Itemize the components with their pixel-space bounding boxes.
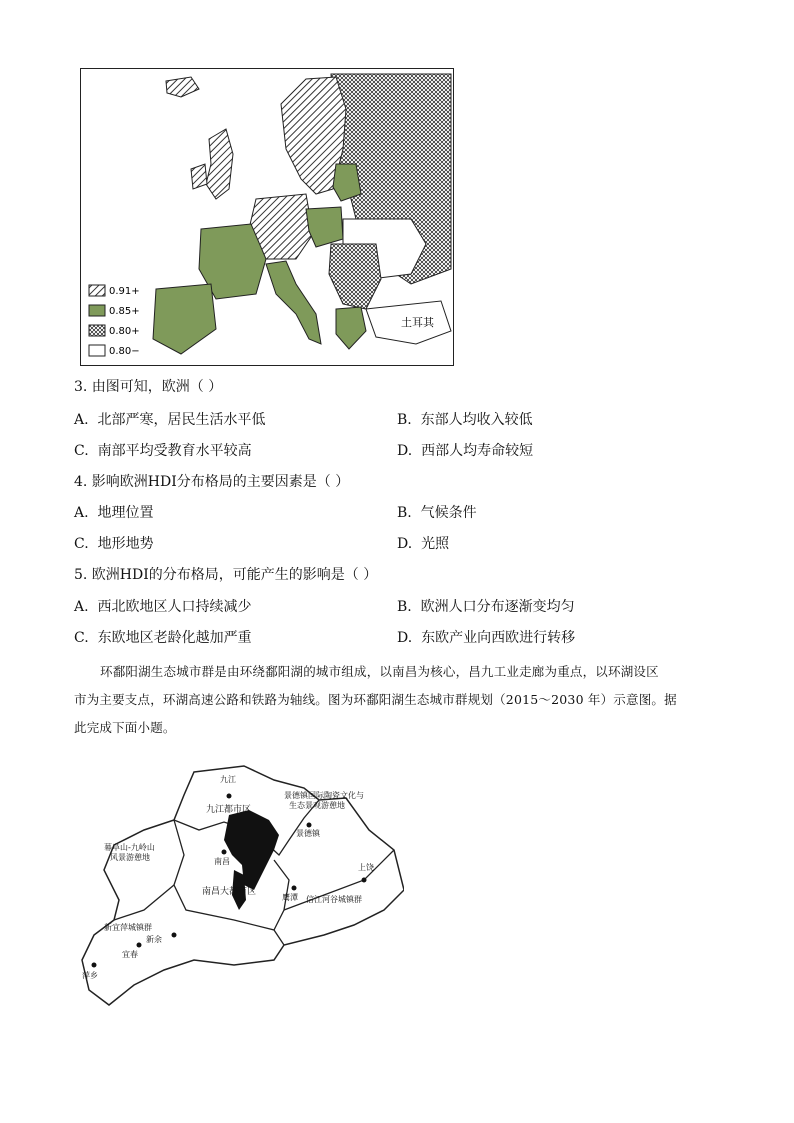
q4-option-b[interactable] — [397, 504, 477, 522]
label-xinyiping: 新宜萍城镇群 — [104, 923, 152, 932]
region-balkans — [329, 244, 381, 309]
region-iberia — [153, 284, 216, 354]
question-4-stem: 4. 影响欧洲HDI分布格局的主要因素是（ ） — [74, 474, 350, 490]
poyang-map-svg — [74, 760, 404, 1010]
question-3-stem: 3. 由图可知，欧洲（ ） — [74, 379, 223, 395]
q3-option-a[interactable] — [74, 411, 265, 429]
option-letter: C. — [74, 443, 89, 459]
passage-line-3: 此完成下面小题。 — [74, 720, 176, 735]
q5-option-d[interactable] — [397, 629, 575, 647]
q3-option-c[interactable] — [74, 442, 252, 460]
label-yingtan: 鹰潭 — [282, 893, 298, 902]
legend-1: 0.85+ — [109, 306, 140, 317]
option-letter: B. — [397, 599, 412, 615]
q5-option-a[interactable] — [74, 598, 251, 616]
label-jingdezhen-zone-1: 景德镇国际陶瓷文化与 — [284, 791, 364, 800]
passage-line-1: 环鄱阳湖生态城市群是由环绕鄱阳湖的城市组成，以南昌为核心，昌九工业走廊为重点，以环湖设区 — [100, 664, 659, 679]
q3-option-b[interactable] — [397, 411, 533, 429]
question-5-stem: 5. 欧洲HDI的分布格局，可能产生的影响是（ ） — [74, 567, 378, 583]
region-uk — [206, 129, 233, 199]
option-text: 北部严寒，居民生活水平低 — [97, 412, 266, 428]
label-mufu-1: 幕阜山-九岭山 — [104, 843, 155, 852]
region-poland — [306, 207, 343, 247]
label-nanchang: 南昌 — [214, 857, 230, 866]
option-letter: A. — [74, 599, 89, 615]
region-baltics — [333, 164, 361, 201]
legend-3: 0.80− — [109, 346, 140, 357]
option-letter: D. — [397, 536, 413, 552]
q4-option-a[interactable] — [74, 504, 153, 522]
option-letter: B. — [397, 412, 412, 428]
legend-0: 0.91+ — [109, 286, 140, 297]
option-text: 地形地势 — [97, 536, 154, 552]
option-text: 东欧产业向西欧进行转移 — [421, 630, 576, 646]
region-ireland — [191, 164, 207, 189]
option-letter: B. — [397, 505, 412, 521]
option-letter: D. — [397, 630, 413, 646]
option-text: 气候条件 — [420, 505, 477, 521]
label-jiujiang: 九江 — [220, 775, 236, 784]
option-letter: C. — [74, 630, 89, 646]
region-italy — [266, 261, 321, 344]
option-text: 东欧地区老龄化越加严重 — [97, 630, 252, 646]
option-text: 欧洲人口分布逐渐变均匀 — [420, 599, 575, 615]
option-text: 东部人均收入较低 — [420, 412, 533, 428]
option-text: 南部平均受教育水平较高 — [97, 443, 252, 459]
passage-line-2: 市为主要支点，环湖高速公路和铁路为轴线。图为环鄱阳湖生态城市群规划（2015～2030 年）示意图。据 — [74, 692, 677, 707]
option-text: 西部人均寿命较短 — [421, 443, 534, 459]
label-turkey: 土耳其 — [401, 316, 434, 329]
option-text: 光照 — [421, 536, 450, 552]
label-yichun: 宜春 — [122, 950, 138, 959]
label-mufu-2: 风景游憩地 — [110, 853, 150, 862]
label-xinyu: 新余 — [146, 935, 162, 944]
label-jiujiang-metro: 九江都市区 — [206, 805, 252, 815]
label-pingxiang: 萍乡 — [82, 971, 98, 980]
q5-option-c[interactable] — [74, 629, 252, 647]
label-nanchang-metro: 南昌大都市区 — [202, 887, 257, 897]
label-shangrao: 上饶 — [358, 863, 374, 872]
q5-option-b[interactable] — [397, 598, 575, 616]
option-text: 地理位置 — [97, 505, 154, 521]
legend-2: 0.80+ — [109, 326, 140, 337]
map-legend — [89, 285, 140, 357]
option-letter: C. — [74, 536, 89, 552]
label-xinjiang: 信江河谷城镇群 — [306, 895, 362, 904]
label-jingdezhen-zone-2: 生态景观游憩地 — [289, 801, 345, 810]
region-iceland — [166, 77, 199, 97]
option-text: 西北欧地区人口持续减少 — [97, 599, 252, 615]
passage — [74, 658, 724, 742]
q4-option-c[interactable] — [74, 535, 154, 553]
europe-map-svg — [81, 69, 453, 365]
region-greece — [336, 307, 366, 349]
poyang-city-cluster-map — [74, 760, 404, 1010]
option-letter: A. — [74, 412, 89, 428]
q4-option-d[interactable] — [397, 535, 449, 553]
option-letter: A. — [74, 505, 89, 521]
q3-option-d[interactable] — [397, 442, 533, 460]
europe-hdi-map — [80, 68, 454, 366]
option-letter: D. — [397, 443, 413, 459]
label-jingdezhen: 景德镇 — [296, 829, 320, 838]
